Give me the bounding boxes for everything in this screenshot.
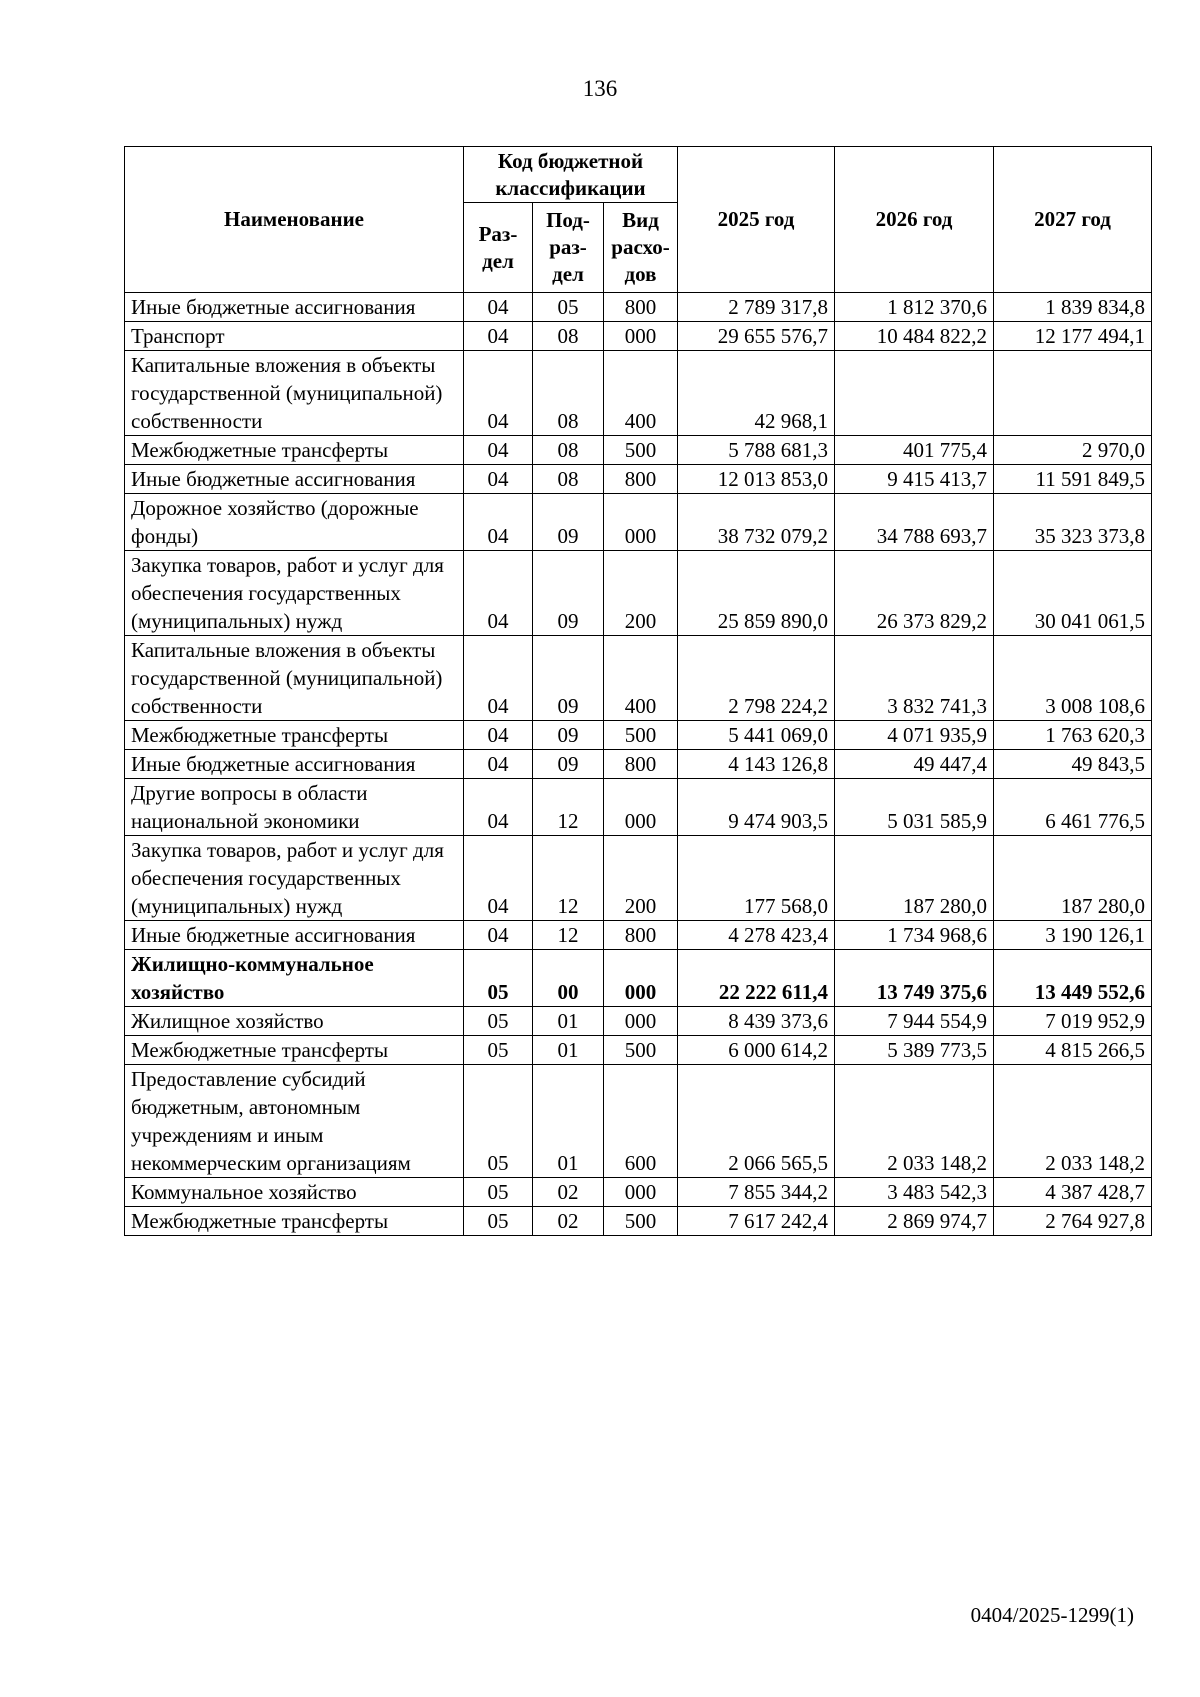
table-row <box>125 1207 1152 1236</box>
row-podrazdel: 09 <box>533 750 604 779</box>
row-value-2025: 5 788 681,3 <box>678 436 835 465</box>
row-razdel: 05 <box>464 950 533 1007</box>
row-razdel: 05 <box>464 1178 533 1207</box>
row-name: Иные бюджетные ассигнования <box>125 921 464 950</box>
table-row <box>125 465 1152 494</box>
row-value-2025: 2 798 224,2 <box>678 636 835 721</box>
row-vid-rashodov: 800 <box>604 921 678 950</box>
row-value-2027: 187 280,0 <box>994 836 1152 921</box>
row-podrazdel: 09 <box>533 636 604 721</box>
row-podrazdel: 12 <box>533 779 604 836</box>
row-value-2025: 25 859 890,0 <box>678 551 835 636</box>
table-row <box>125 636 1152 721</box>
row-vid-rashodov: 400 <box>604 351 678 436</box>
row-podrazdel: 09 <box>533 551 604 636</box>
row-value-2027: 4 815 266,5 <box>994 1036 1152 1065</box>
row-vid-rashodov: 800 <box>604 293 678 322</box>
row-razdel: 04 <box>464 465 533 494</box>
row-vid-rashodov: 000 <box>604 322 678 351</box>
row-value-2027: 3 190 126,1 <box>994 921 1152 950</box>
row-name: Межбюджетные трансферты <box>125 436 464 465</box>
row-value-2026: 5 031 585,9 <box>835 779 994 836</box>
row-value-2025: 22 222 611,4 <box>678 950 835 1007</box>
row-vid-rashodov: 500 <box>604 436 678 465</box>
row-razdel: 04 <box>464 436 533 465</box>
row-value-2027: 12 177 494,1 <box>994 322 1152 351</box>
row-vid-rashodov: 000 <box>604 950 678 1007</box>
row-vid-rashodov: 600 <box>604 1065 678 1178</box>
row-razdel: 05 <box>464 1036 533 1065</box>
row-value-2025: 7 855 344,2 <box>678 1178 835 1207</box>
table-header <box>125 147 1152 293</box>
row-value-2025: 12 013 853,0 <box>678 465 835 494</box>
table-row <box>125 750 1152 779</box>
row-value-2026: 4 071 935,9 <box>835 721 994 750</box>
row-value-2025: 5 441 069,0 <box>678 721 835 750</box>
header-vid-rashodov: Вид расхо-дов <box>604 203 678 293</box>
header-year-2027: 2027 год <box>994 147 1152 293</box>
row-razdel: 04 <box>464 351 533 436</box>
row-value-2025: 2 789 317,8 <box>678 293 835 322</box>
row-vid-rashodov: 500 <box>604 1207 678 1236</box>
row-value-2025: 8 439 373,6 <box>678 1007 835 1036</box>
row-razdel: 05 <box>464 1065 533 1178</box>
row-name: Транспорт <box>125 322 464 351</box>
row-podrazdel: 12 <box>533 921 604 950</box>
row-name: Жилищно-коммунальное хозяйство <box>125 950 464 1007</box>
row-value-2027: 13 449 552,6 <box>994 950 1152 1007</box>
row-vid-rashodov: 000 <box>604 1007 678 1036</box>
row-razdel: 04 <box>464 322 533 351</box>
row-value-2027: 11 591 849,5 <box>994 465 1152 494</box>
row-value-2026: 10 484 822,2 <box>835 322 994 351</box>
table-row <box>125 1007 1152 1036</box>
row-value-2026: 13 749 375,6 <box>835 950 994 1007</box>
row-podrazdel: 08 <box>533 465 604 494</box>
row-value-2026: 5 389 773,5 <box>835 1036 994 1065</box>
row-vid-rashodov: 000 <box>604 1178 678 1207</box>
row-podrazdel: 01 <box>533 1036 604 1065</box>
row-value-2025: 38 732 079,2 <box>678 494 835 551</box>
row-value-2025: 4 143 126,8 <box>678 750 835 779</box>
row-podrazdel: 09 <box>533 494 604 551</box>
row-value-2027: 1 763 620,3 <box>994 721 1152 750</box>
row-name: Иные бюджетные ассигнования <box>125 293 464 322</box>
row-value-2027: 35 323 373,8 <box>994 494 1152 551</box>
row-vid-rashodov: 200 <box>604 836 678 921</box>
row-name: Закупка товаров, работ и услуг для обеспечения государственных (муниципальных) нужд <box>125 836 464 921</box>
row-razdel: 05 <box>464 1007 533 1036</box>
row-value-2025: 9 474 903,5 <box>678 779 835 836</box>
row-vid-rashodov: 200 <box>604 551 678 636</box>
table-row <box>125 950 1152 1007</box>
row-value-2027: 3 008 108,6 <box>994 636 1152 721</box>
row-razdel: 04 <box>464 636 533 721</box>
row-value-2026: 7 944 554,9 <box>835 1007 994 1036</box>
row-value-2025: 6 000 614,2 <box>678 1036 835 1065</box>
table-row <box>125 293 1152 322</box>
header-year-2026: 2026 год <box>835 147 994 293</box>
row-value-2026: 401 775,4 <box>835 436 994 465</box>
row-vid-rashodov: 800 <box>604 465 678 494</box>
row-razdel: 04 <box>464 293 533 322</box>
row-razdel: 04 <box>464 551 533 636</box>
row-value-2025: 29 655 576,7 <box>678 322 835 351</box>
table-row <box>125 721 1152 750</box>
row-name: Межбюджетные трансферты <box>125 721 464 750</box>
row-podrazdel: 08 <box>533 322 604 351</box>
row-razdel: 05 <box>464 1207 533 1236</box>
row-value-2027: 6 461 776,5 <box>994 779 1152 836</box>
header-year-2025: 2025 год <box>678 147 835 293</box>
row-podrazdel: 12 <box>533 836 604 921</box>
row-value-2027: 2 033 148,2 <box>994 1065 1152 1178</box>
row-value-2026: 49 447,4 <box>835 750 994 779</box>
row-razdel: 04 <box>464 921 533 950</box>
row-value-2027 <box>994 351 1152 436</box>
table-row <box>125 1178 1152 1207</box>
row-name: Дорожное хозяйство (дорожные фонды) <box>125 494 464 551</box>
row-value-2027: 4 387 428,7 <box>994 1178 1152 1207</box>
row-razdel: 04 <box>464 750 533 779</box>
page-number: 136 <box>582 76 618 101</box>
row-value-2027: 30 041 061,5 <box>994 551 1152 636</box>
row-value-2027: 2 764 927,8 <box>994 1207 1152 1236</box>
table-row <box>125 836 1152 921</box>
row-name: Межбюджетные трансферты <box>125 1036 464 1065</box>
header-name: Наименование <box>125 147 464 293</box>
row-value-2026: 1 734 968,6 <box>835 921 994 950</box>
row-vid-rashodov: 800 <box>604 750 678 779</box>
row-razdel: 04 <box>464 779 533 836</box>
row-value-2026: 2 033 148,2 <box>835 1065 994 1178</box>
row-name: Коммунальное хозяйство <box>125 1178 464 1207</box>
row-podrazdel: 05 <box>533 293 604 322</box>
row-vid-rashodov: 400 <box>604 636 678 721</box>
table-body <box>125 293 1152 1236</box>
header-code-group: Код бюджетной классификации <box>464 147 678 203</box>
row-podrazdel: 00 <box>533 950 604 1007</box>
row-value-2027: 1 839 834,8 <box>994 293 1152 322</box>
table-row <box>125 322 1152 351</box>
row-value-2027: 7 019 952,9 <box>994 1007 1152 1036</box>
row-value-2025: 7 617 242,4 <box>678 1207 835 1236</box>
row-value-2025: 177 568,0 <box>678 836 835 921</box>
row-value-2027: 2 970,0 <box>994 436 1152 465</box>
row-value-2026: 2 869 974,7 <box>835 1207 994 1236</box>
row-razdel: 04 <box>464 494 533 551</box>
row-value-2027: 49 843,5 <box>994 750 1152 779</box>
row-name: Иные бюджетные ассигнования <box>125 750 464 779</box>
row-name: Предоставление субсидий бюджетным, автономным учреждениям и иным некоммерческим организациям <box>125 1065 464 1178</box>
row-value-2025: 4 278 423,4 <box>678 921 835 950</box>
row-podrazdel: 01 <box>533 1065 604 1178</box>
row-vid-rashodov: 000 <box>604 779 678 836</box>
row-value-2026: 9 415 413,7 <box>835 465 994 494</box>
row-vid-rashodov: 000 <box>604 494 678 551</box>
row-name: Другие вопросы в области национальной экономики <box>125 779 464 836</box>
table-row <box>125 779 1152 836</box>
budget-table <box>124 146 1152 1236</box>
row-vid-rashodov: 500 <box>604 1036 678 1065</box>
row-podrazdel: 02 <box>533 1178 604 1207</box>
row-name: Межбюджетные трансферты <box>125 1207 464 1236</box>
row-value-2026 <box>835 351 994 436</box>
row-value-2026: 3 483 542,3 <box>835 1178 994 1207</box>
row-value-2025: 42 968,1 <box>678 351 835 436</box>
row-podrazdel: 08 <box>533 351 604 436</box>
row-name: Капитальные вложения в объекты государственной (муниципальной) собственности <box>125 636 464 721</box>
table-row <box>125 351 1152 436</box>
row-podrazdel: 09 <box>533 721 604 750</box>
table-row <box>125 436 1152 465</box>
row-podrazdel: 08 <box>533 436 604 465</box>
row-name: Жилищное хозяйство <box>125 1007 464 1036</box>
table-row <box>125 551 1152 636</box>
row-name: Капитальные вложения в объекты государственной (муниципальной) собственности <box>125 351 464 436</box>
row-value-2026: 26 373 829,2 <box>835 551 994 636</box>
table-row <box>125 1065 1152 1178</box>
row-razdel: 04 <box>464 721 533 750</box>
row-razdel: 04 <box>464 836 533 921</box>
row-value-2026: 187 280,0 <box>835 836 994 921</box>
header-razdel: Раз-дел <box>464 203 533 293</box>
table-row <box>125 1036 1152 1065</box>
row-value-2025: 2 066 565,5 <box>678 1065 835 1178</box>
table-row <box>125 921 1152 950</box>
row-value-2026: 3 832 741,3 <box>835 636 994 721</box>
row-value-2026: 34 788 693,7 <box>835 494 994 551</box>
document-code: 0404/2025-1299(1) <box>970 1603 1134 1627</box>
row-name: Закупка товаров, работ и услуг для обеспечения государственных (муниципальных) нужд <box>125 551 464 636</box>
row-name: Иные бюджетные ассигнования <box>125 465 464 494</box>
row-vid-rashodov: 500 <box>604 721 678 750</box>
row-podrazdel: 01 <box>533 1007 604 1036</box>
table-row <box>125 494 1152 551</box>
header-podrazdel: Под-раз-дел <box>533 203 604 293</box>
row-podrazdel: 02 <box>533 1207 604 1236</box>
row-value-2026: 1 812 370,6 <box>835 293 994 322</box>
